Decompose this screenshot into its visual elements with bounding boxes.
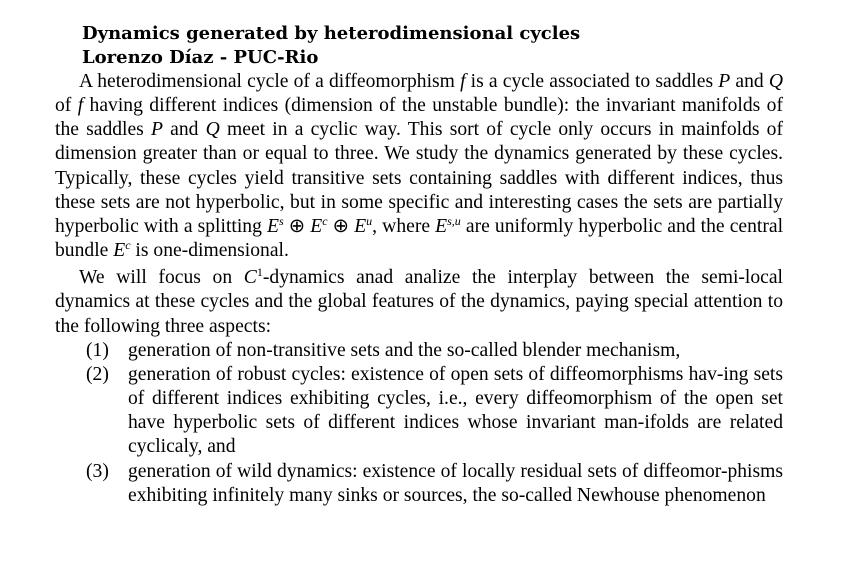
list-item-text: generation of robust cycles: existence of open sets of diffeomorphisms hav-ing sets of different indices exhibiting cycles, i.e., every diffeomorphism of the open set have hyperbolic sets of different indices whose invariant man-ifolds are related cyclicaly, and <box>128 363 783 458</box>
aspects-list <box>55 339 783 508</box>
list-item <box>55 460 783 508</box>
list-item <box>55 363 783 460</box>
list-item <box>55 339 783 363</box>
abstract-page <box>55 22 783 508</box>
paragraph-2: We will focus on $C^1$-dynamics anad analize the interplay between the semi-local dynamics at these cycles and the global features of the dynamics, paying special attention to the following three aspects: <box>55 265 783 337</box>
paper-title: Dynamics generated by heterodimensional cycles <box>82 23 581 44</box>
list-item-number: (1) <box>86 339 109 361</box>
list-item-number: (2) <box>86 363 109 385</box>
list-item-number: (3) <box>86 460 109 482</box>
list-item-text: generation of wild dynamics: existence of locally residual sets of diffeomor-phisms exhibiting infinitely many sinks or sources, the so-called Newhouse phenomenon <box>128 460 783 506</box>
author-line: Lorenzo Díaz - PUC-Rio <box>82 47 319 68</box>
list-item-text: generation of non-transitive sets and the so-called blender mechanism, <box>128 339 681 361</box>
paragraph-1: A heterodimensional cycle of a diffeomorphism f is a cycle associated to saddles P and Q of f having different indices (dimension of the unstable bundle): the invariant manifolds of the saddles P and Q meet in a cyclic way. This sort of cycle only occurs in mainfolds of dimension greater than or equal to three. We study the dynamics generated by these cycles. Typically, these cycles yield transitive sets containing saddles with different indices, thus these sets are not hyperbolic, but in some specific and interesting cases the sets are partially hyperbolic with a splitting $E^s$ ⊕ $E^c$ ⊕ $E^u$, where E$^{s,u}$ are uniformly hyperbolic and the central bundle $E^c$ is one-dimensional. <box>55 71 784 262</box>
